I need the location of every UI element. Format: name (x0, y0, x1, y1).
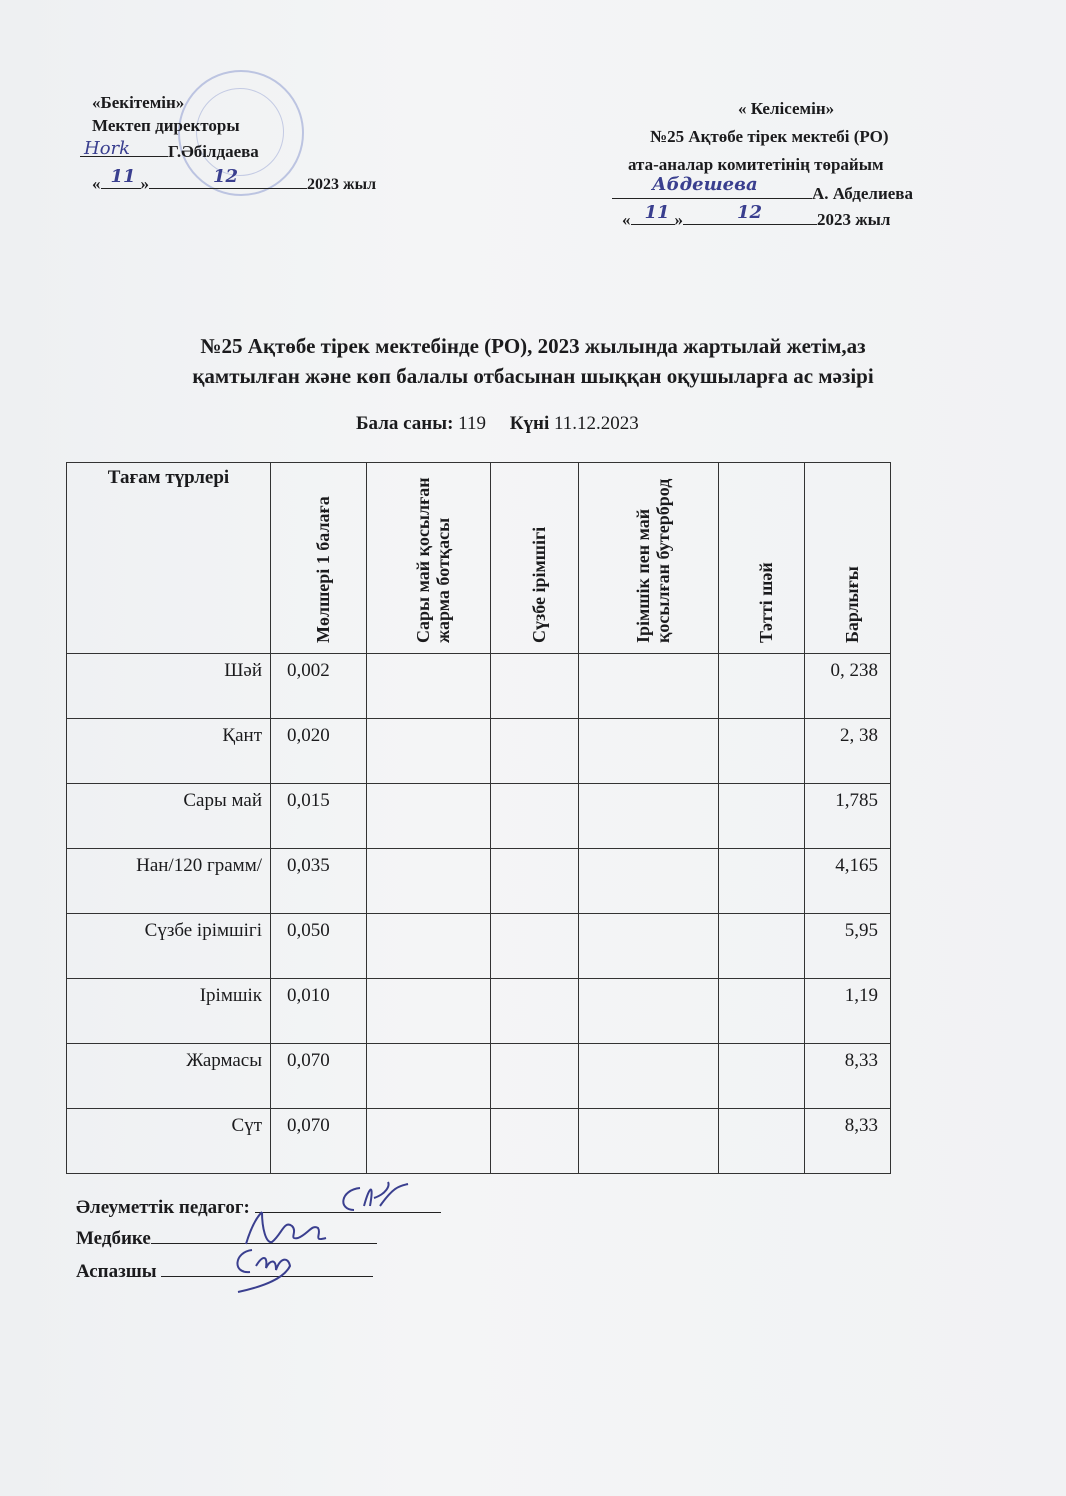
cook-label: Аспазшы (76, 1261, 157, 1282)
pedagog-signature-scribble (330, 1176, 430, 1220)
date-label: Күні (509, 413, 550, 434)
row-qty: 0,050 (271, 914, 367, 979)
row-qty: 0,002 (271, 654, 367, 719)
row-qty: 0,070 (271, 1109, 367, 1174)
date-value: 11.12.2023 (553, 413, 639, 434)
row-name: Ірімшік (67, 979, 271, 1044)
chair-signature: Абдешева (652, 174, 758, 195)
agree-heading: « Келісемін» (738, 99, 835, 118)
document-title-line2: қамтылған және көп балалы отбасынан шыққан оқушыларға ас мәзірі (192, 364, 874, 388)
row-qty: 0,070 (271, 1044, 367, 1109)
header-cottage-cheese: Сүзбе ірімшігі (491, 463, 579, 654)
pedagog-label: Әлеуметтік педагог: (76, 1197, 250, 1218)
info-line (356, 412, 639, 436)
table-row (67, 979, 891, 1044)
table-row (67, 719, 891, 784)
medic-label: Медбике (76, 1228, 151, 1249)
row-name: Нан/120 грамм/ (67, 849, 271, 914)
row-total: 5,95 (805, 914, 891, 979)
cook-signature-scribble (226, 1238, 326, 1298)
header-sweet-tea: Тәтті шәй (719, 463, 805, 654)
row-total: 8,33 (805, 1044, 891, 1109)
header-food-types: Тағам түрлері (67, 463, 271, 654)
agree-org: №25 Ақтөбе тірек мектебі (РО) (650, 127, 889, 146)
approve-director-name: Г.Әбілдаева (168, 142, 259, 161)
row-total: 8,33 (805, 1109, 891, 1174)
approve-month: 12 (213, 166, 239, 187)
agree-year: 2023 жыл (817, 210, 891, 229)
header-sandwich: Ірімшік пен май қосылған бутерброд (579, 463, 719, 654)
approve-year: 2023 жыл (307, 176, 377, 193)
approve-day: 11 (110, 166, 136, 187)
agree-month: 12 (737, 202, 763, 223)
agree-date: « 11 » 12 2023 жыл (622, 202, 891, 229)
table-header-row (67, 463, 891, 654)
header-qty-per-child: Мөлшері 1 балаға (271, 463, 367, 654)
table-row (67, 849, 891, 914)
header-porridge: Сары май қосылған жарма ботқасы (367, 463, 491, 654)
menu-table (66, 462, 891, 1174)
table-row (67, 1109, 891, 1174)
document-title-line1: №25 Ақтөбе тірек мектебінде (РО), 2023 жылында жартылай жетім,аз (200, 334, 866, 358)
agree-day: 11 (644, 202, 670, 223)
row-name: Сүзбе ірімшігі (67, 914, 271, 979)
row-name: Жармасы (67, 1044, 271, 1109)
row-qty: 0,010 (271, 979, 367, 1044)
row-name: Қант (67, 719, 271, 784)
table-row (67, 1044, 891, 1109)
row-total: 4,165 (805, 849, 891, 914)
table-row (67, 654, 891, 719)
agree-signature-line (612, 174, 913, 204)
row-total: 1,785 (805, 784, 891, 849)
approve-date: « 11 » 12 2023 жыл (92, 166, 377, 193)
row-total: 2, 38 (805, 719, 891, 784)
children-count-label: Бала саны: (356, 413, 454, 434)
row-qty: 0,020 (271, 719, 367, 784)
children-count-value: 119 (458, 413, 486, 434)
director-signature: Hork (84, 138, 131, 159)
agree-position: ата-аналар комитетінің төрайым (628, 155, 884, 174)
row-total: 0, 238 (805, 654, 891, 719)
table-row (67, 914, 891, 979)
table-row (67, 784, 891, 849)
row-name: Шәй (67, 654, 271, 719)
row-qty: 0,015 (271, 784, 367, 849)
cook-signature-line (76, 1258, 373, 1286)
approve-heading: «Бекітемін» (92, 93, 185, 112)
header-total: Барлығы (805, 463, 891, 654)
row-name: Сүт (67, 1109, 271, 1174)
row-name: Сары май (67, 784, 271, 849)
row-qty: 0,035 (271, 849, 367, 914)
agree-chair-name: А. Абделиева (812, 184, 913, 203)
row-total: 1,19 (805, 979, 891, 1044)
approve-position: Мектеп директоры (92, 116, 240, 135)
